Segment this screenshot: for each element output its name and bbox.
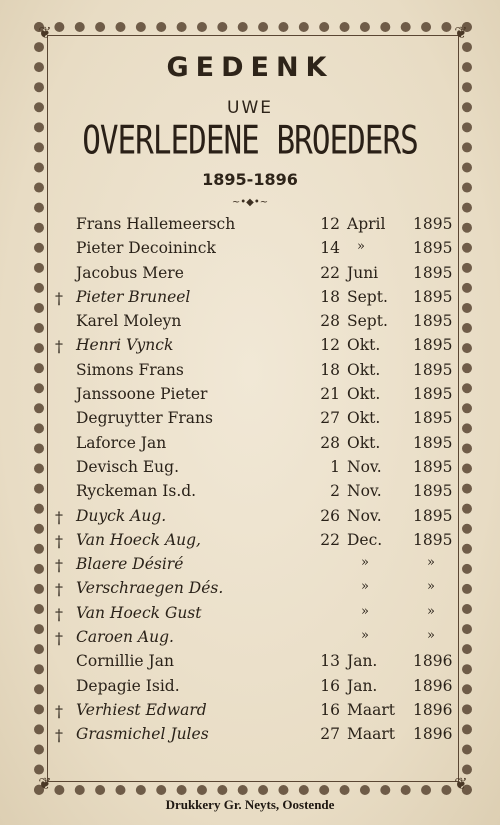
entry-month: Okt. — [347, 385, 381, 404]
entry-year: 1895 — [413, 312, 453, 331]
list-item — [55, 554, 455, 578]
entry-year: » — [427, 628, 435, 644]
entry-year: 1895 — [413, 385, 453, 404]
entry-month: Okt. — [347, 360, 381, 379]
list-item — [55, 335, 455, 359]
list-item — [55, 724, 455, 748]
list-item — [55, 457, 455, 481]
entry-year: » — [427, 579, 435, 595]
entry-month: Okt. — [347, 336, 381, 355]
ornament-corner-icon: ❦ — [38, 23, 52, 42]
entry-month: Maart — [347, 700, 395, 719]
list-item — [55, 578, 455, 602]
entry-month: Maart — [347, 725, 395, 744]
entry-month: » — [361, 628, 369, 644]
entry-year: 1895 — [413, 530, 453, 549]
entry-name: Pieter Bruneel — [76, 287, 191, 306]
entry-month: Okt. — [347, 409, 381, 428]
entry-day: 2 — [330, 482, 340, 501]
entry-day: 16 — [320, 676, 340, 695]
entry-name: Karel Moleyn — [76, 312, 182, 331]
list-item — [55, 263, 455, 287]
entry-name: Jacobus Mere — [76, 263, 184, 282]
entry-name: Duyck Aug. — [76, 506, 167, 525]
cross-icon: † — [55, 604, 63, 624]
entry-day: 26 — [320, 506, 340, 525]
list-item — [55, 287, 455, 311]
entry-name: Depagie Isid. — [76, 676, 180, 695]
list-item — [55, 408, 455, 432]
entry-day: 14 — [320, 239, 340, 258]
entry-month: » — [361, 555, 369, 571]
flourish-divider-icon: ~•◆•~ — [231, 197, 269, 208]
list-item — [55, 603, 455, 627]
entry-year: 1895 — [413, 215, 453, 233]
ornament-corner-icon: ❦ — [38, 774, 52, 793]
list-item — [55, 433, 455, 457]
entry-name: Cornillie Jan — [76, 652, 174, 671]
list-item — [55, 627, 455, 651]
entry-year: 1895 — [413, 482, 453, 501]
entry-day: 28 — [320, 433, 340, 452]
entry-name: Caroen Aug. — [76, 628, 174, 647]
entry-day: 18 — [320, 287, 340, 306]
entry-month: Dec. — [347, 530, 383, 549]
entry-month: Jan. — [347, 676, 378, 695]
ornament-corner-icon: ❦ — [454, 23, 468, 42]
entry-name: Frans Hallemeersch — [76, 215, 236, 233]
entry-name: Grasmichel Jules — [76, 725, 209, 744]
entry-month: Sept. — [347, 312, 388, 331]
list-item — [55, 530, 455, 554]
entry-day: 22 — [320, 263, 340, 282]
cross-icon: † — [55, 556, 63, 576]
entry-day: 18 — [320, 360, 340, 379]
list-item — [55, 700, 455, 724]
ornament-corner-icon: ❦ — [454, 774, 468, 793]
printer-credit: Drukkery Gr. Neyts, Oostende — [165, 797, 335, 812]
entry-year: 1895 — [413, 457, 453, 476]
entry-day: 28 — [320, 312, 340, 331]
cross-icon: † — [55, 507, 63, 527]
entry-year: 1895 — [413, 239, 453, 258]
entry-month: Juni — [347, 263, 379, 282]
entry-name: Devisch Eug. — [76, 457, 180, 476]
list-item — [55, 481, 455, 505]
entry-name: Verschraegen Dés. — [76, 579, 224, 598]
entry-day: 1 — [330, 457, 340, 476]
entry-name: Ryckeman Is.d. — [76, 482, 197, 501]
cross-icon: † — [55, 337, 63, 357]
entry-name: Van Hoeck Gust — [76, 603, 202, 622]
entry-year: 1895 — [413, 433, 453, 452]
entry-year: » — [427, 555, 435, 571]
entry-year: 1895 — [413, 360, 453, 379]
entry-day: 27 — [320, 409, 340, 428]
entry-year: 1895 — [413, 506, 453, 525]
entry-day: 21 — [320, 385, 340, 404]
cross-icon: † — [55, 531, 63, 551]
entry-month: Nov. — [347, 506, 382, 525]
entry-day: 27 — [320, 725, 340, 744]
list-item — [55, 384, 455, 408]
entry-name: Degruytter Frans — [76, 409, 213, 428]
entry-month: » — [361, 579, 369, 595]
list-item — [55, 214, 455, 238]
entry-year: 1895 — [413, 263, 453, 282]
entry-year: » — [427, 603, 435, 619]
list-item — [55, 311, 455, 335]
card-years: 1895-1896 — [202, 170, 298, 189]
list-item — [55, 651, 455, 675]
entry-name: Verhiest Edward — [76, 700, 207, 719]
list-item — [55, 238, 455, 262]
cross-icon: † — [55, 701, 63, 721]
cross-icon: † — [55, 629, 63, 649]
entry-day: 22 — [320, 530, 340, 549]
entry-name: Van Hoeck Aug, — [76, 530, 201, 549]
entry-month: Okt. — [347, 433, 381, 452]
card-heading: OVERLEDENE BROEDERS — [82, 118, 418, 164]
entry-year: 1895 — [413, 336, 453, 355]
cross-icon: † — [55, 726, 63, 746]
entry-day: 13 — [320, 652, 340, 671]
entry-year: 1896 — [413, 700, 453, 719]
entry-month: April — [347, 215, 386, 233]
entry-day: 16 — [320, 700, 340, 719]
entry-name: Blaere Désiré — [76, 555, 184, 574]
entry-year: 1896 — [413, 652, 453, 671]
entry-day: 12 — [320, 215, 340, 233]
entry-month: Nov. — [347, 457, 382, 476]
entry-name: Henri Vynck — [76, 336, 174, 355]
entry-name: Laforce Jan — [76, 433, 167, 452]
card-subtitle: UWE — [227, 98, 273, 118]
list-item — [55, 676, 455, 700]
card-title: GEDENK — [166, 52, 334, 83]
cross-icon: † — [55, 288, 63, 308]
list-item — [55, 506, 455, 530]
entry-name: Simons Frans — [76, 360, 184, 379]
entry-name: Pieter Decoininck — [76, 239, 216, 258]
deceased-list — [55, 214, 455, 749]
entry-month: Jan. — [347, 652, 378, 671]
cross-icon: † — [55, 580, 63, 600]
entry-year: 1896 — [413, 725, 453, 744]
entry-day: 12 — [320, 336, 340, 355]
entry-name: Janssoone Pieter — [76, 385, 208, 404]
entry-month: Nov. — [347, 482, 382, 501]
entry-year: 1896 — [413, 676, 453, 695]
list-item — [55, 360, 455, 384]
entry-month: Sept. — [347, 287, 388, 306]
entry-month: » — [357, 239, 365, 255]
entry-year: 1895 — [413, 287, 453, 306]
entry-month: » — [361, 603, 369, 619]
entry-year: 1895 — [413, 409, 453, 428]
